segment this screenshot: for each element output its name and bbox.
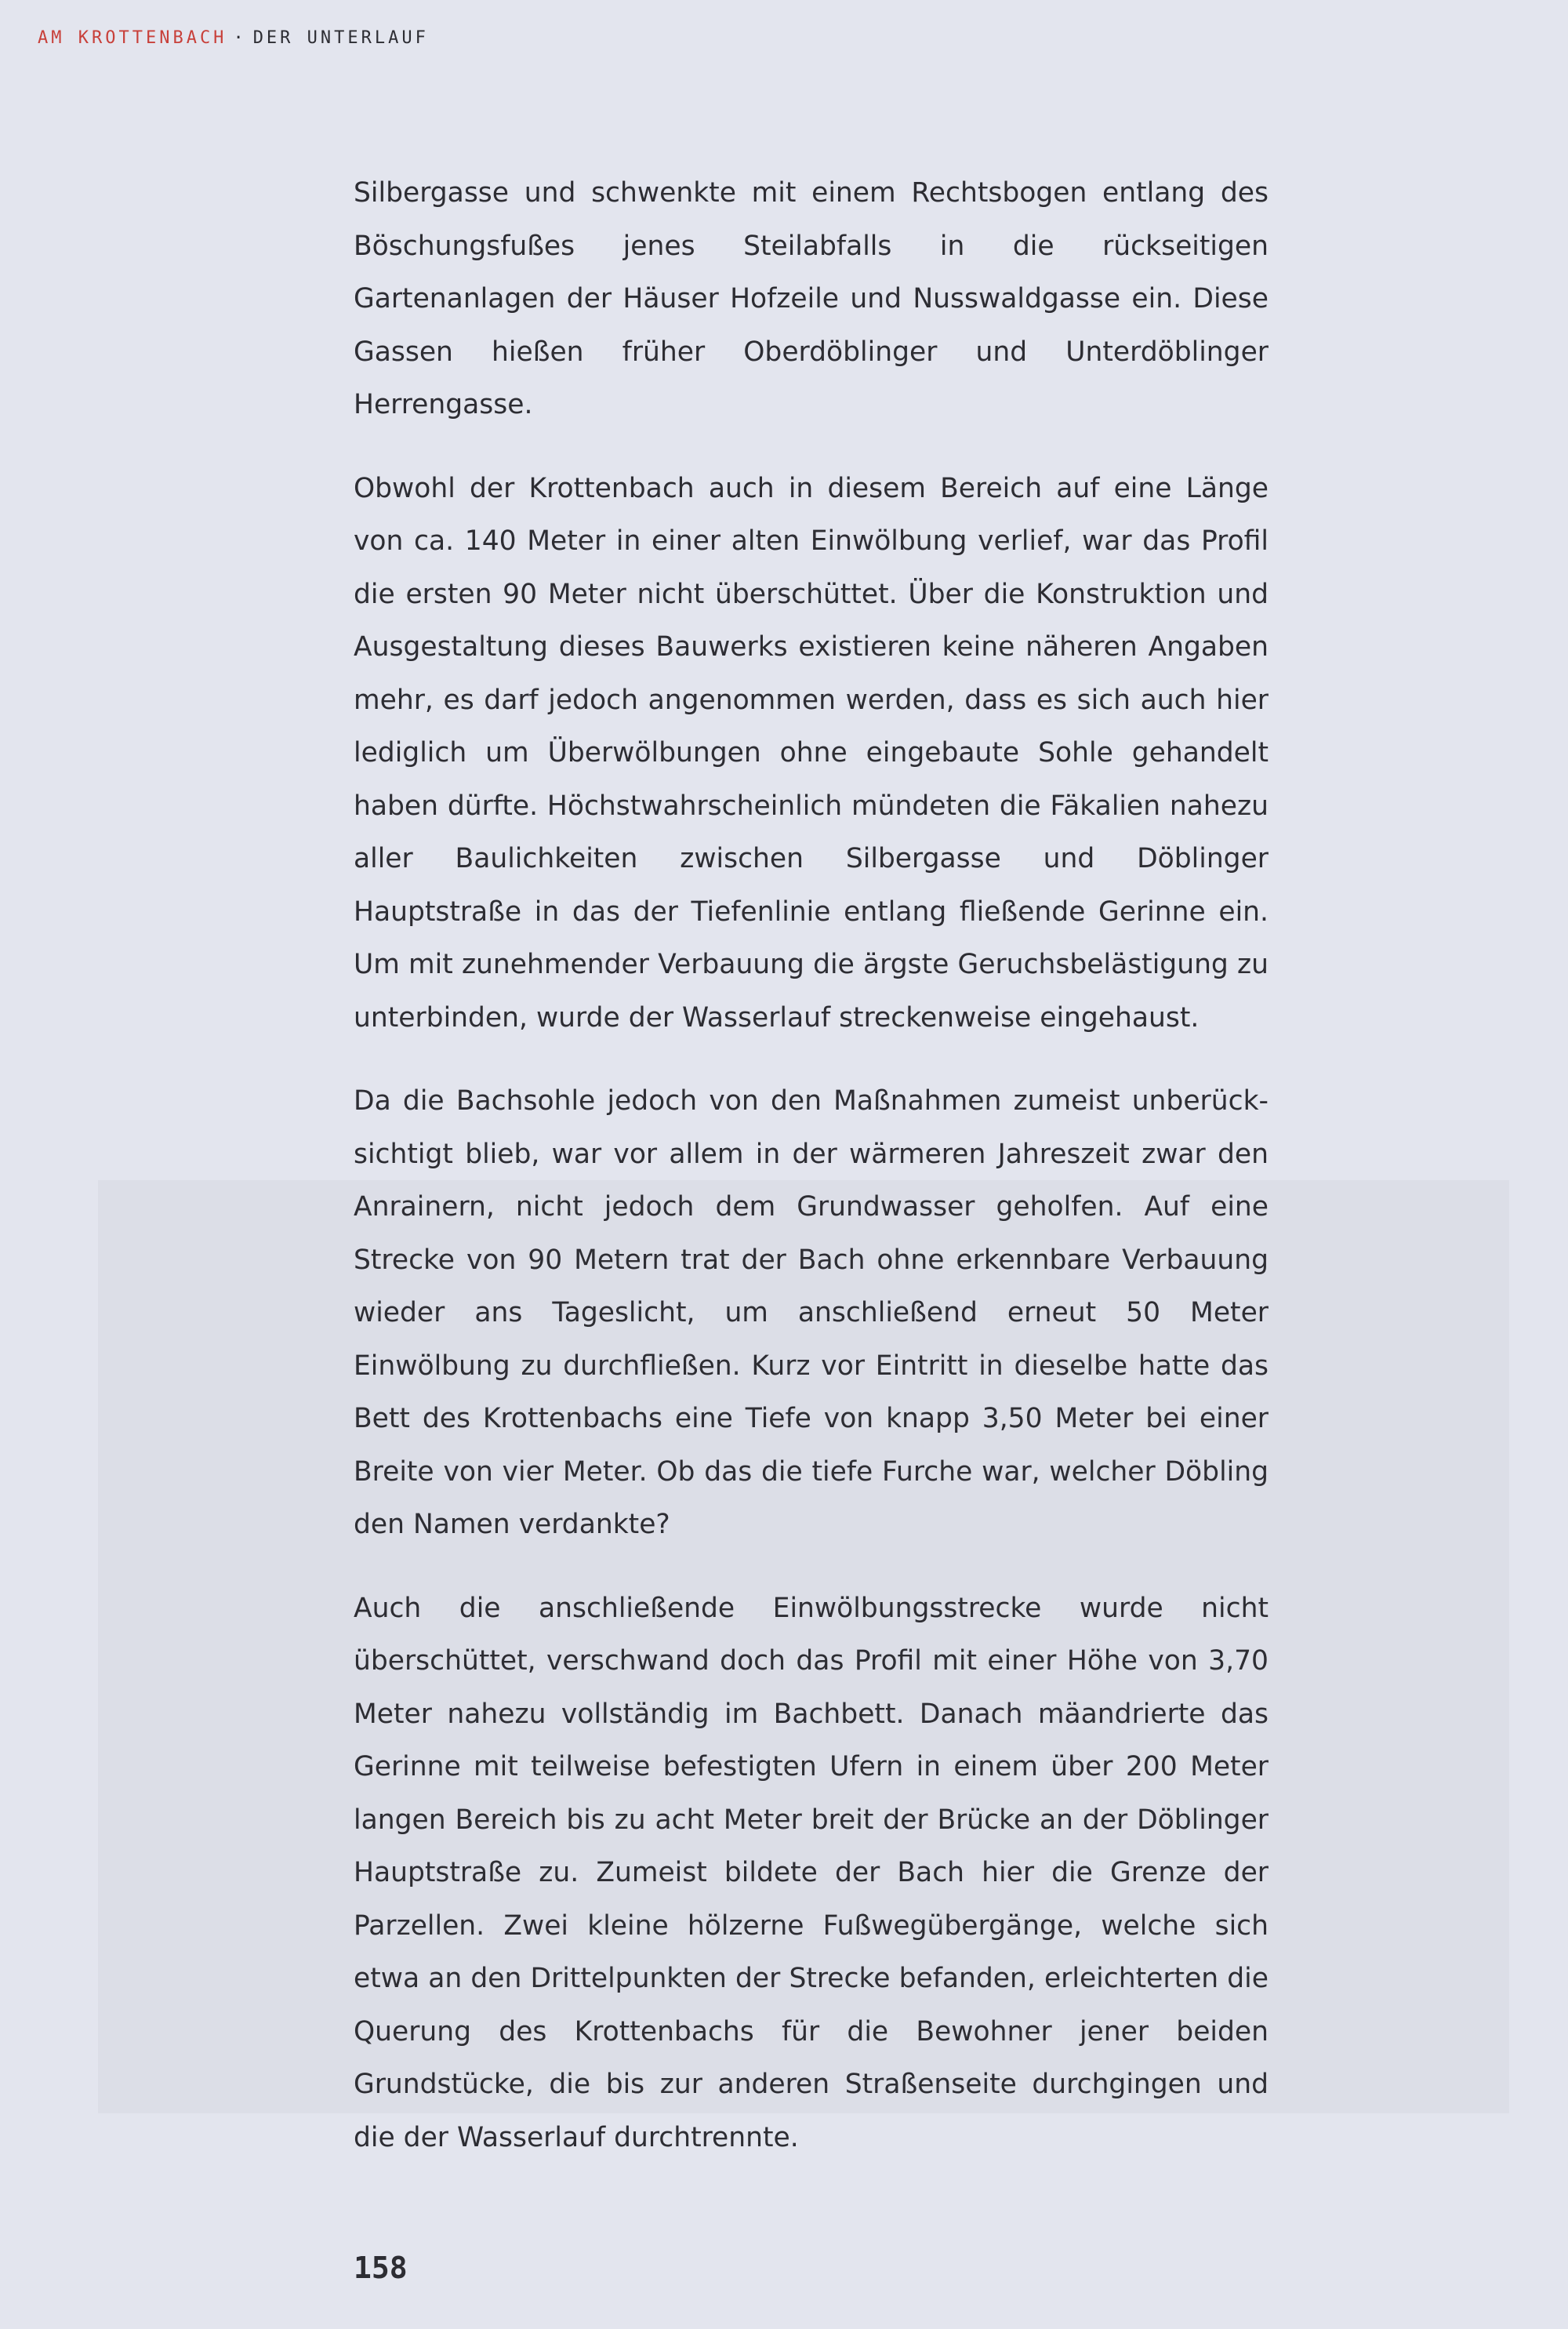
page-number: 158 (354, 2251, 408, 2285)
header-separator: · (233, 28, 247, 48)
paragraph-2: Obwohl der Krottenbach auch in diesem Bereich auf eine Länge von ca. 140 Meter in einer alten Einwölbung verlief, war das Profil die ersten 90 Meter nicht überschüttet. Über die Konstruktion und Ausgestaltung dieses Bauwerks existieren keine näheren Angaben mehr, es darf jedoch angenommen werden, dass es sich auch hier lediglich um Überwölbungen ohne eingebaute Sohle gehandelt haben dürfte. Höchstwahrscheinlich mündeten die Fäkalien nahezu aller Baulichkeiten zwischen Silbergasse und Döblinger Hauptstraße in das der Tiefenlinie entlang fließende Gerinne ein. Um mit zunehmender Verbauung die ärgste Geruchsbelästigung zu unterbinden, wurde der Wasserlauf streckenweise eingehaust. (354, 472, 1269, 1034)
paragraph-3: Da die Bachsohle jedoch von den Maßnahmen zumeist unberücksichtigt blieb, war vor allem in der wärmeren Jahreszeit zwar den Anrainern, nicht jedoch dem Grundwasser geholfen. Auf eine Strecke von 90 Metern trat der Bach ohne erkennbare Verbauung wieder ans Tageslicht, um anschließend erneut 50 Meter Einwölbung zu durchfließen. Kurz vor Eintritt in dieselbe hatte das Bett des Krottenbachs eine Tiefe von knapp 3,50 Meter bei einer Breite von vier Meter. Ob das die tiefe Furche war, welcher Döbling den Namen verdankte? (354, 1085, 1269, 1540)
header-chapter-title: DER UNTERLAUF (252, 28, 429, 48)
header-section-title: AM KROTTENBACH (38, 28, 227, 48)
running-header (38, 28, 429, 48)
body-text (354, 167, 1269, 2195)
paragraph-4: Auch die anschließende Einwölbungsstrecke wurde nicht überschüttet, verschwand doch das Profil mit einer Höhe von 3,70 Meter nahezu vollständig im Bachbett. Danach mäandrierte das Gerinne mit teilweise befestigten Ufern in einem über 200 Meter langen Bereich bis zu acht Meter breit der Brücke an der Döblinger Hauptstraße zu. Zumeist bildete der Bach hier die Grenze der Parzellen. Zwei kleine hölzerne Fußwegübergänge, welche sich etwa an den Drittelpunkten der Strecke befanden, erleichterten die Querung des Krottenbachs für die Bewohner jener beiden Grundstücke, die bis zur anderen Straßenseite durchgingen und die der Wasserlauf durchtrennte. (354, 1592, 1269, 2153)
paragraph-1: Silbergasse und schwenkte mit einem Rechtsbogen entlang des Böschungsfußes jenes Steilabfalls in die rückseitigen Gartenanlagen der Häuser Hofzeile und Nusswaldgasse ein. Diese Gassen hießen früher Oberdöblinger und Unterdöblinger Herrengasse. (354, 177, 1269, 420)
